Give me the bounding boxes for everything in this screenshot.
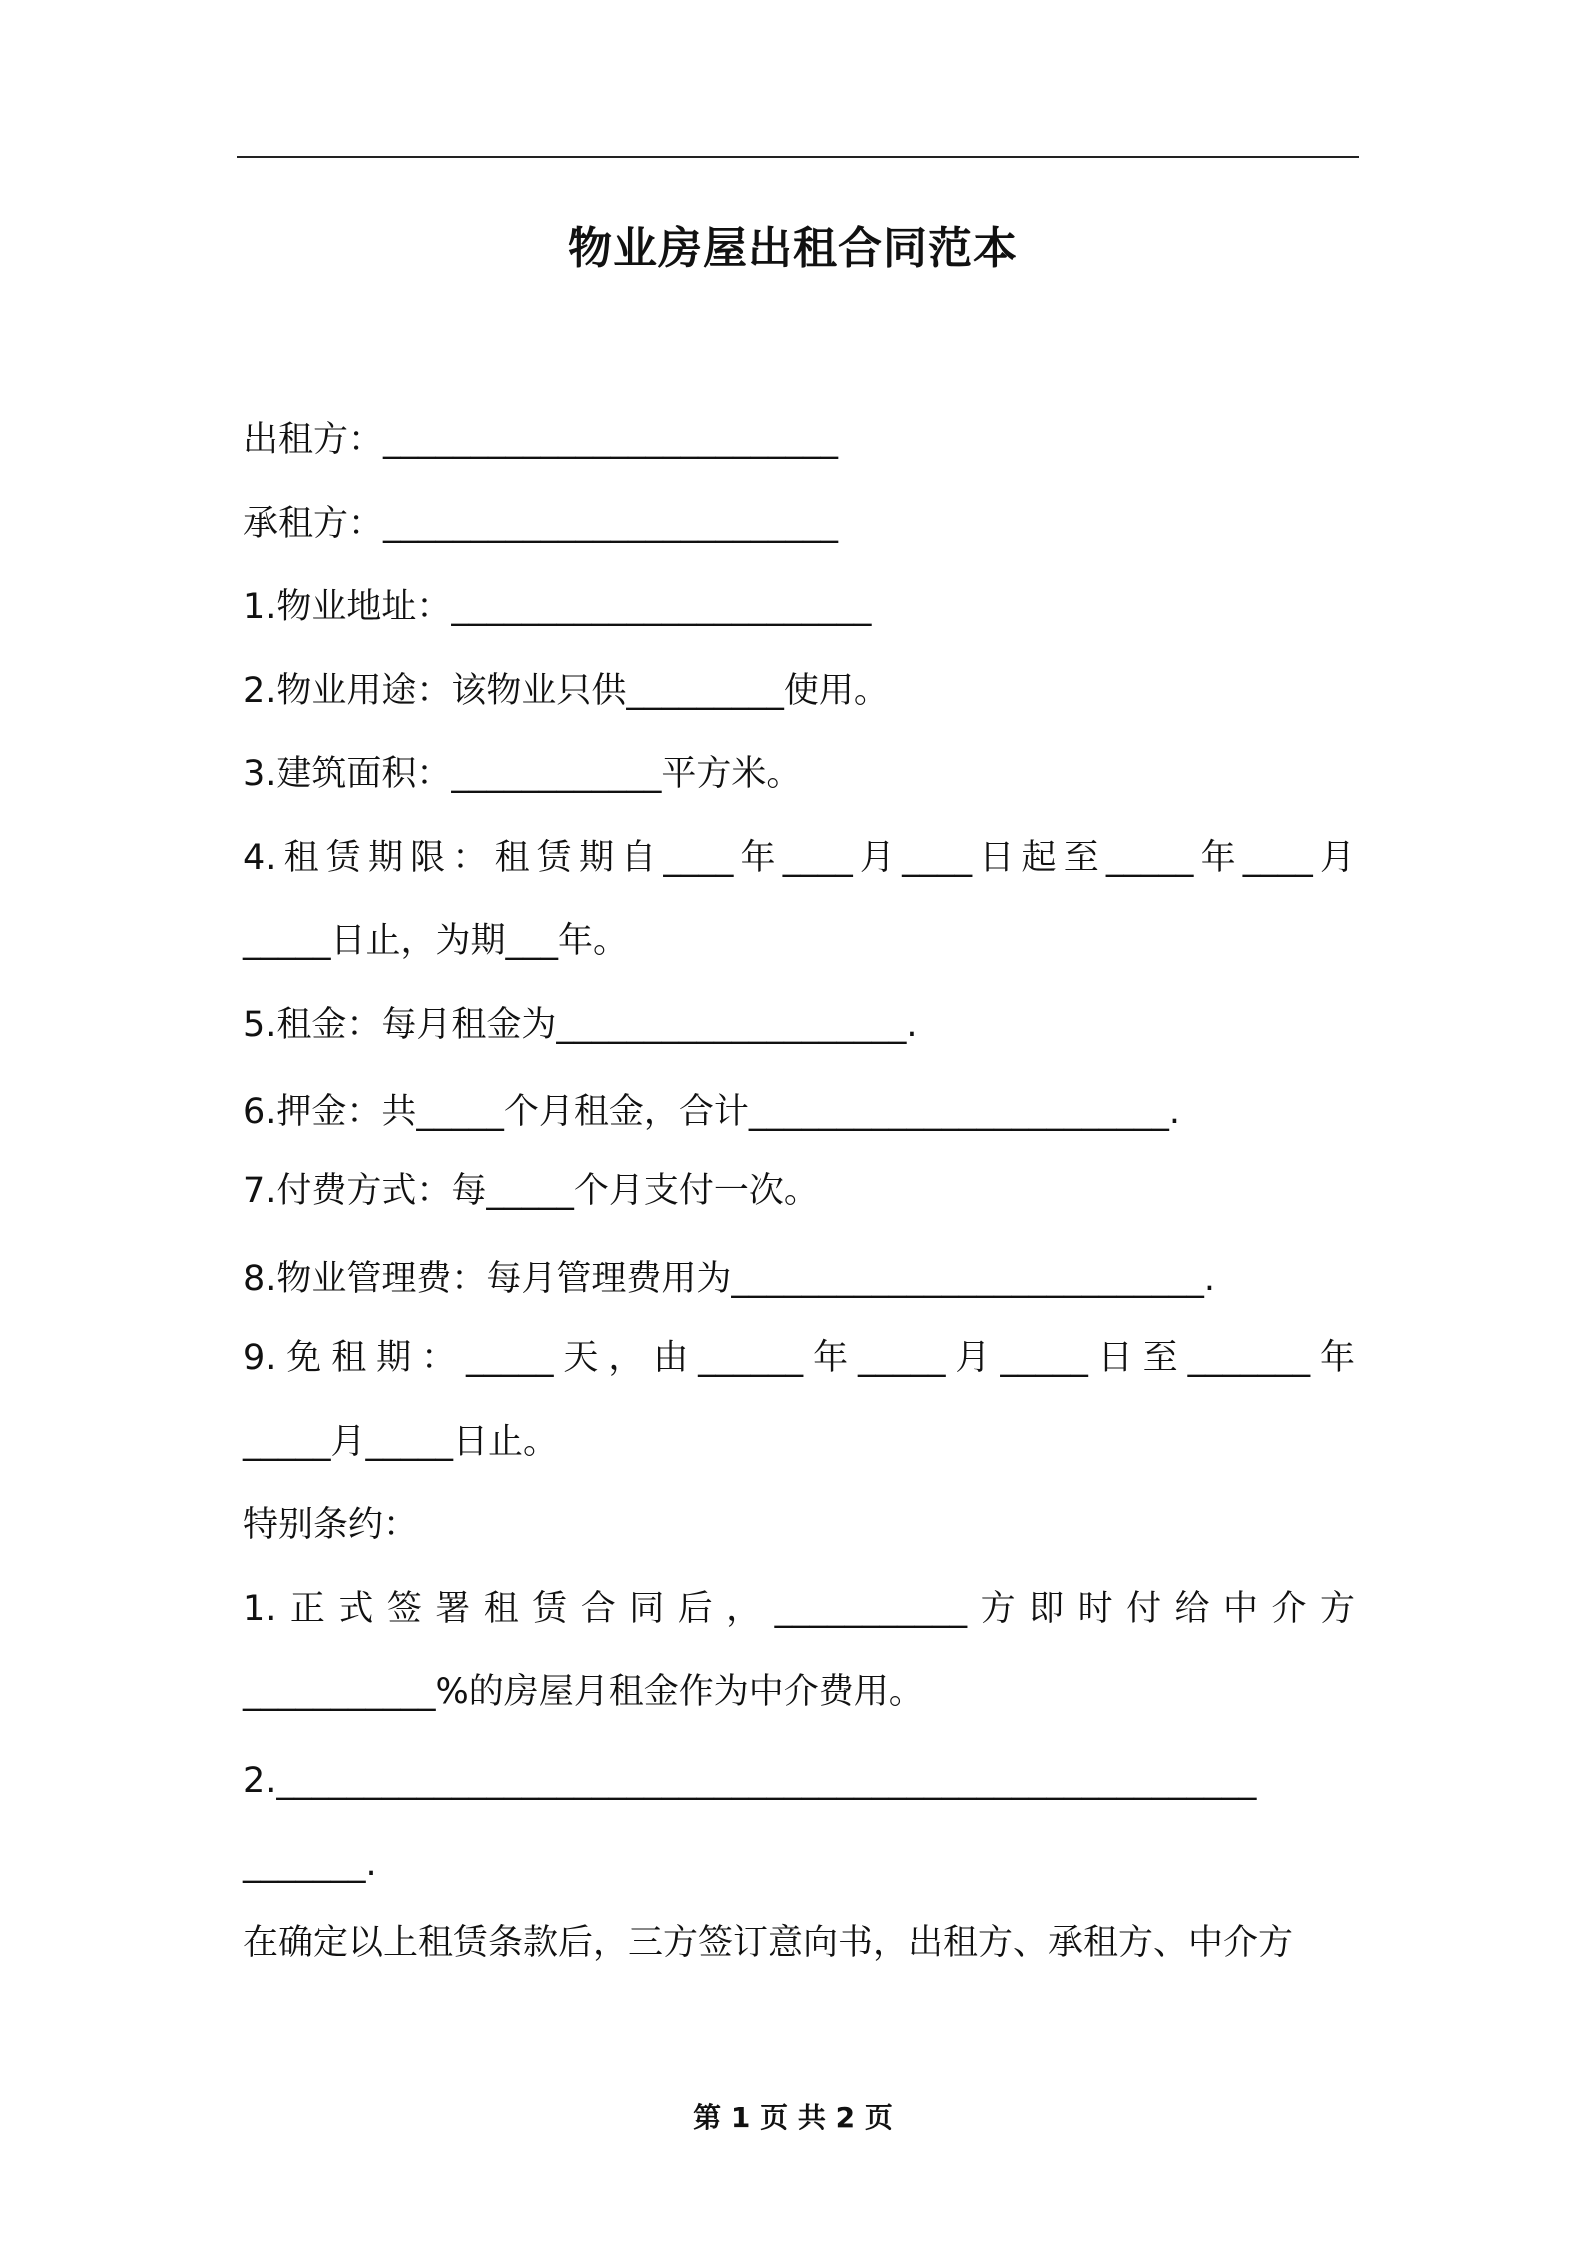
special-term-2-line-cont: _______. (243, 1844, 377, 1884)
rent-free-line-cont: _____月_____日止。 (243, 1422, 559, 1462)
rent-free-line: 9.免租期：_____天，由______年_____月_____日至_______年 (243, 1338, 1355, 1378)
page-number-footer: 第 1 页 共 2 页 (693, 2101, 893, 2134)
special-term-2-line: 2.________________________________________________________ (243, 1761, 1257, 1801)
lessee-line: 承租方：__________________________ (243, 504, 839, 544)
special-term-1-line-cont: ___________%的房屋月租金作为中介费用。 (243, 1672, 924, 1712)
rent-line: 5.租金：每月租金为____________________. (243, 1005, 918, 1045)
closing-paragraph-line: 在确定以上租赁条款后，三方签订意向书，出租方、承租方、中介方 (243, 1923, 1294, 1963)
special-terms-heading: 特别条约： (243, 1505, 419, 1545)
property-use-line: 2.物业用途：该物业只供_________使用。 (243, 671, 889, 711)
page-title: 物业房屋出租合同范本 (568, 223, 1018, 274)
property-address-line: 1.物业地址：________________________ (243, 587, 872, 627)
lease-term-line: 4.租赁期限：租赁期自____年____月____日起至_____年____月 (243, 838, 1355, 878)
header-rule (237, 156, 1359, 158)
lease-term-line-cont: _____日止，为期___年。 (243, 921, 629, 961)
special-term-1-line: 1.正式签署租赁合同后，___________方即时付给中介方 (243, 1589, 1355, 1629)
lessor-line: 出租方：__________________________ (243, 420, 839, 460)
floor-area-line: 3.建筑面积：____________平方米。 (243, 754, 802, 794)
payment-method-line: 7.付费方式：每_____个月支付一次。 (243, 1171, 819, 1211)
deposit-line: 6.押金：共_____个月租金，合计________________________. (243, 1092, 1181, 1132)
management-fee-line: 8.物业管理费：每月管理费用为___________________________. (243, 1259, 1216, 1299)
